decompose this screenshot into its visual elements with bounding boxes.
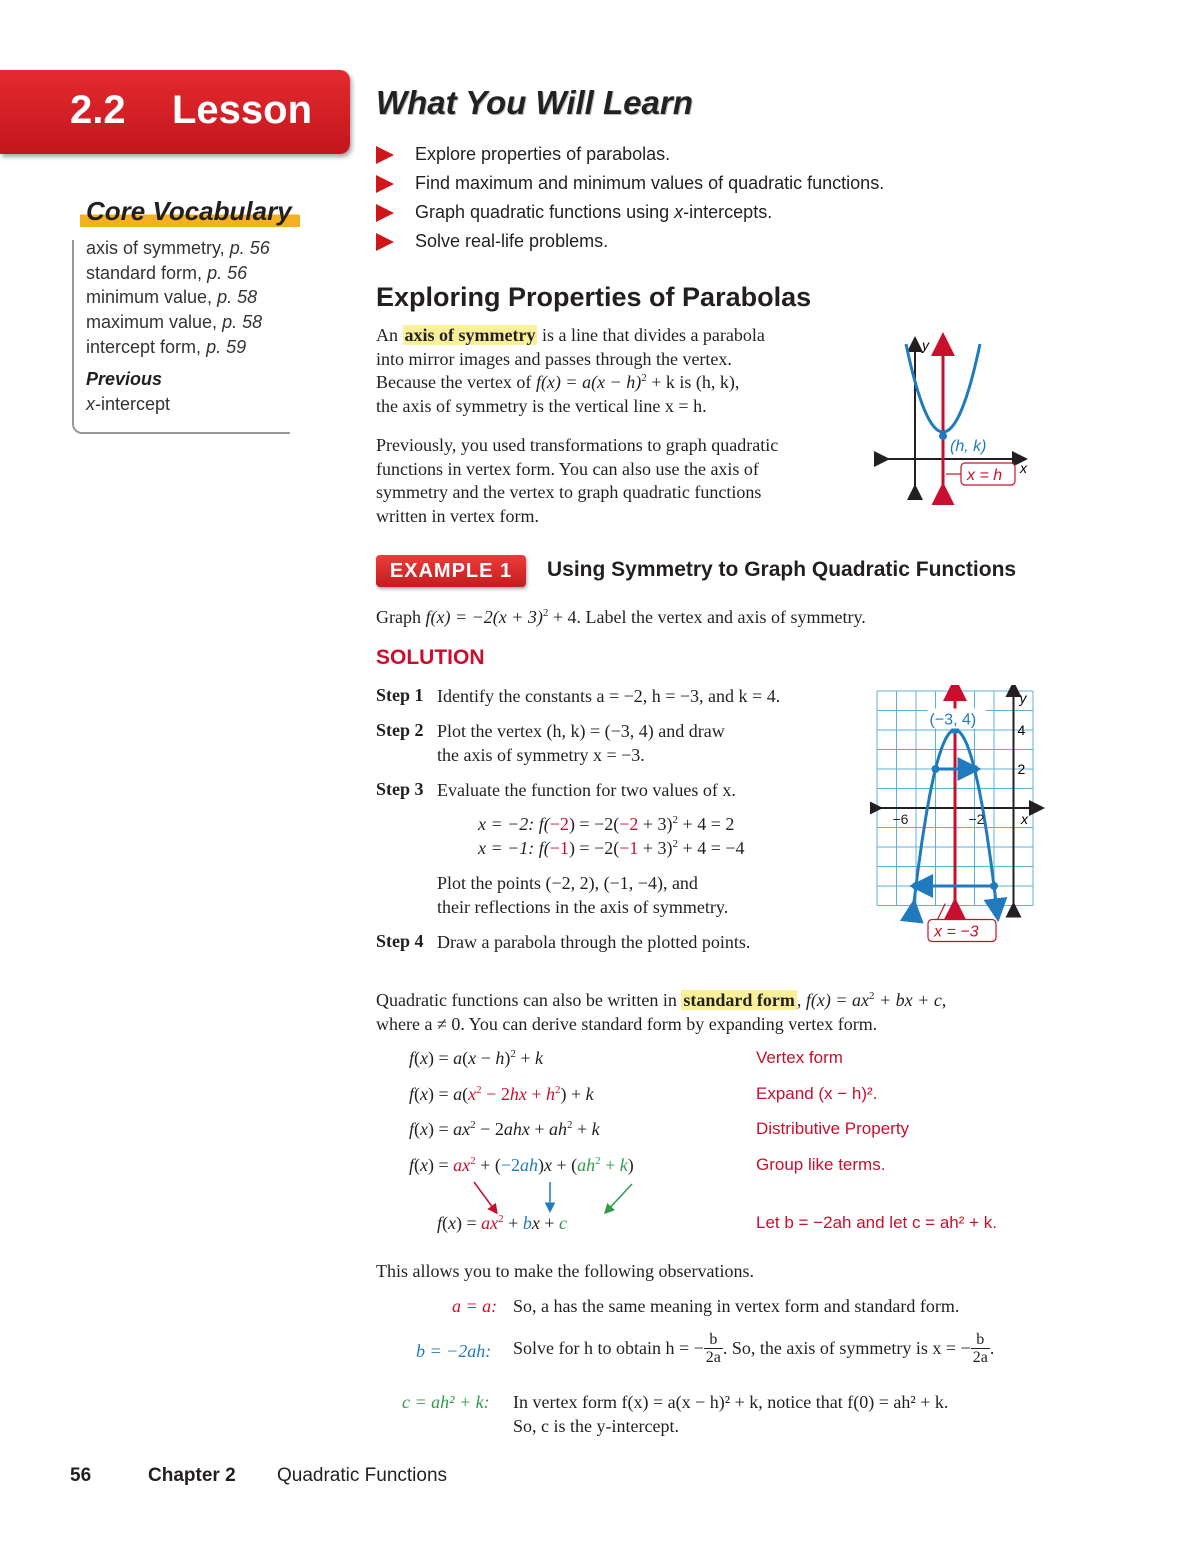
derivation-line: $f(x) = a(x^2 - 2hx + h^2) + k$: [409, 1084, 594, 1104]
y-tick-label: 2: [1017, 761, 1026, 777]
arrow-c: [606, 1184, 632, 1212]
example-prompt: Graph $f(x) = -2(x + 3)^2 + 4$. Label the vertex and axis of symmetry.: [376, 607, 866, 627]
example-graph: [870, 685, 1060, 957]
vocab-item: axis of symmetry, p. 56: [86, 238, 270, 258]
axis-label: x = h: [967, 467, 1003, 484]
objective-item: Graph quadratic functions using x-intercepts.: [415, 202, 773, 222]
vertex-label: (h, k): [950, 438, 987, 455]
lesson-number: 2.2: [70, 88, 126, 132]
vocab-item: x-intercept: [86, 394, 171, 414]
derivation-line: $f(x) = ax^2 - 2ahx + ah^2 + k$: [409, 1119, 600, 1139]
derivation-line: $f(x) = a(x - h)^2 + k$: [409, 1048, 543, 1068]
chapter-label: Chapter 2: [148, 1465, 236, 1486]
previous-label: Previous: [86, 369, 163, 389]
observation-a-text: So, a has the same meaning in vertex form and standard form.: [513, 1296, 960, 1316]
derivation-note: Distributive Property: [756, 1119, 910, 1138]
x-axis-label: x: [1020, 460, 1027, 476]
bullet-arrow-icon: [376, 233, 394, 251]
standard-form-intro: Quadratic functions can also be written in standard form , $f(x) = ax^2$ + bx + c, where a ≠ 0. You can derive standard form by expanding vertex form.: [376, 990, 947, 1034]
step-label: Step 4: [376, 931, 424, 951]
plotted-point: [932, 765, 940, 773]
plotted-point: [912, 882, 920, 890]
axis-of-symmetry-diagram: [870, 330, 1040, 505]
page-number: 56: [70, 1465, 92, 1486]
step-text: Identify the constants a = −2, h = −3, and k = 4.: [437, 686, 781, 706]
bullet-arrow-icon: [376, 204, 394, 222]
objective-item: Solve real-life problems.: [415, 231, 609, 251]
bullet-arrow-icon: [376, 175, 394, 193]
evaluation-line: x = −2: $f(-2) = -2(-2 + 3)^2 + 4 = 2$: [478, 814, 735, 834]
paragraph-axis-of-symmetry: An axis of symmetry is a line that divides a parabola into mirror images and passes through the vertex. Because the vertex of $f(x) = a(x - h)^2 + k$ is (h, k), the axis of symmetry is the vertical line x = h.: [376, 325, 765, 416]
derivation-note: Vertex form: [756, 1048, 843, 1067]
vocab-item: minimum value, p. 58: [86, 287, 258, 307]
axis-label: x = −3: [934, 923, 979, 941]
derivation-note: Expand (x − h)².: [756, 1084, 878, 1103]
chapter-title: Quadratic Functions: [277, 1465, 448, 1486]
fraction: $\frac{b}{2a}$: [972, 1331, 988, 1366]
core-vocabulary-title: Core Vocabulary: [80, 196, 300, 227]
y-axis-label: y: [1019, 690, 1027, 706]
solution-label: SOLUTION: [376, 646, 485, 669]
observation-a-label: a = a:: [452, 1296, 498, 1316]
objective-item: Find maximum and minimum values of quadratic functions.: [415, 173, 885, 193]
term-standard-form: standard form: [683, 990, 795, 1010]
observation-c-text: So, c is the y-intercept.: [513, 1416, 679, 1436]
derivation-note: Group like terms.: [756, 1155, 886, 1174]
y-tick-label: 4: [1017, 722, 1026, 738]
term-axis-of-symmetry: axis of symmetry: [404, 325, 536, 345]
arrow-a: [474, 1182, 496, 1212]
derivation-note: Let b = −2ah and let c = ah² + k.: [756, 1213, 998, 1232]
vocab-item: standard form, p. 56: [86, 263, 248, 283]
vertex-point: [939, 432, 947, 440]
observation-b-text: Solve for h to obtain h = − $\frac{b}{2a}$ . So, the axis of symmetry is x = − $\frac{b}{2a}$ .: [513, 1331, 995, 1366]
bullet-arrow-icon: [376, 146, 394, 164]
lesson-label: Lesson: [172, 88, 313, 132]
vocab-item: maximum value, p. 58: [86, 312, 263, 332]
step-text: Plot the vertex (h, k) = (−3, 4) and draw the axis of symmetry x = −3.: [437, 721, 725, 765]
step-label: Step 1: [376, 685, 424, 705]
derivation-line: $f(x) = ax^2 + (-2ah)x + (ah^2 + k)$: [409, 1155, 634, 1175]
vertex-label: (−3, 4): [929, 711, 977, 729]
y-axis-label: y: [922, 337, 929, 353]
section-heading: Exploring Properties of Parabolas: [376, 282, 812, 312]
observations-intro: This allows you to make the following observations.: [376, 1261, 754, 1281]
step-text: Evaluate the function for two values of x.: [437, 780, 736, 800]
x-tick-label: −2: [968, 811, 985, 827]
plot-note: Plot the points (−2, 2), (−1, −4), and their reflections in the axis of symmetry.: [437, 873, 729, 917]
paragraph-vertex-form: Previously, you used transformations to graph quadratic functions in vertex form. You can also use the axis of symmetry and the vertex to graph quadratic functions written in vertex form.: [376, 435, 779, 526]
vocab-item: intercept form, p. 59: [86, 337, 247, 357]
x-tick-label: −6: [892, 811, 909, 827]
plotted-point: [971, 765, 979, 773]
observation-b-label: b = −2ah:: [416, 1341, 492, 1361]
step-label: Step 3: [376, 779, 424, 799]
plotted-point: [990, 882, 998, 890]
observation-c-text: In vertex form f(x) = a(x − h)² + k, notice that f(0) = ah² + k.: [513, 1392, 949, 1412]
example-badge: EXAMPLE 1: [376, 555, 526, 587]
observation-c-label: c = ah² + k:: [402, 1392, 490, 1412]
step-text: Draw a parabola through the plotted points.: [437, 932, 751, 952]
objective-item: Explore properties of parabolas.: [415, 144, 671, 164]
evaluation-line: x = −1: $f(-1) = -2(-1 + 3)^2 + 4 = -4$: [478, 838, 745, 858]
fraction: $\frac{b}{2a}$: [705, 1331, 721, 1366]
example-title: Using Symmetry to Graph Quadratic Functions: [547, 558, 1017, 581]
standard-form-result: $f(x) = ax^2$ + bx + c: [437, 1213, 567, 1233]
x-axis-label: x: [1021, 811, 1028, 827]
substitution-arrows: [460, 1178, 650, 1218]
what-you-will-learn-title: What You Will Learn: [376, 84, 693, 121]
step-label: Step 2: [376, 720, 424, 740]
